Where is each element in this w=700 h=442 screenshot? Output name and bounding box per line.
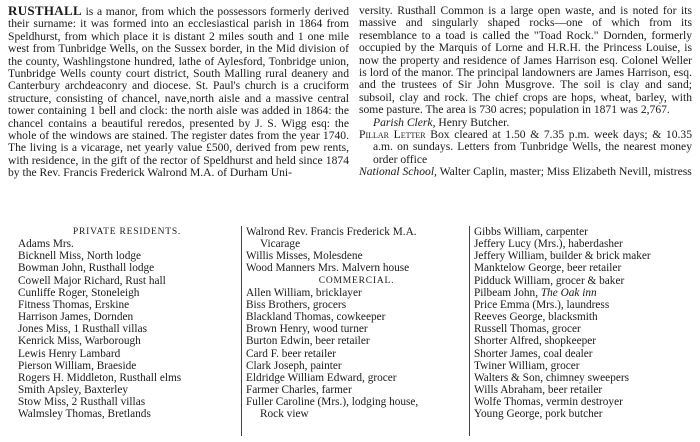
directory-entry <box>8 262 236 274</box>
directory-entry <box>474 408 692 420</box>
school-label: National School, <box>359 165 437 179</box>
description-paragraph <box>8 5 349 180</box>
directory-entry <box>8 335 236 347</box>
directory-entry <box>8 275 236 287</box>
entry-text: Lewis Henry Lambard <box>18 347 121 360</box>
directory-entry <box>246 226 467 238</box>
parish-clerk-value: Henry Butcher. <box>435 115 510 129</box>
entry-text: Jeffery Lucy (Mrs.), haberdasher <box>474 238 623 251</box>
directory-entry <box>8 408 236 420</box>
directory-entry <box>8 372 236 384</box>
entry-text: Walrond Rev. Francis Frederick M.A. <box>246 226 417 238</box>
entry-text: Pilbeam John, <box>474 286 539 299</box>
entry-text: Harrison James, Dornden <box>18 311 134 324</box>
directory-entry <box>8 384 236 396</box>
directory-entry <box>8 323 236 335</box>
directory-entry <box>8 311 236 323</box>
section-heading <box>246 275 467 287</box>
directory-entry <box>246 396 467 408</box>
entry-text: Vicarage <box>260 238 301 251</box>
directory-column-2 <box>241 226 467 436</box>
entry-text: Kenrick Miss, Warborough <box>18 335 141 348</box>
directory-entry <box>474 250 692 262</box>
entry-text: Wolfe Thomas, vermin destroyer <box>474 396 623 409</box>
entry-text: COMMERCIAL. <box>318 275 395 286</box>
directory-entry <box>474 226 692 238</box>
entry-text: Shorter Alfred, shopkeeper <box>474 335 597 348</box>
entry-text: Jones Miss, 1 Rusthall villas <box>18 323 147 336</box>
directory-entry <box>474 384 692 396</box>
entry-text: Cunliffe Roger, Stoneleigh <box>18 286 140 299</box>
directory-entry <box>474 275 692 287</box>
directory-entry <box>474 287 692 299</box>
directory-entry <box>474 262 692 274</box>
entry-text: Card F. beer retailer <box>246 347 337 360</box>
entry-text: Reeves George, blacksmith <box>474 311 598 324</box>
pillar-box-value: Box cleared at 1.50 & 7.35 p.m. week days; & 10.35 a.m. on sundays. Letters from Tunbridge Wells, the nearest money order office <box>373 128 692 166</box>
directory-column-1 <box>8 226 236 421</box>
residents-directory <box>8 226 692 436</box>
entry-text: Eldridge William Edward, grocer <box>246 371 397 384</box>
section-heading <box>8 226 236 238</box>
entry-text: Rock view <box>260 408 309 421</box>
directory-entry <box>246 262 467 274</box>
entry-text: Jeffery William, builder & brick maker <box>474 250 651 263</box>
entry-text: Wills Abraham, beer retailer <box>474 384 603 397</box>
directory-entry <box>246 311 467 323</box>
entry-text: Willis Misses, Molesdene <box>246 250 363 263</box>
directory-entry <box>246 348 467 360</box>
pillar-box-line <box>359 129 692 166</box>
entry-text: Russell Thomas, grocer <box>474 323 581 336</box>
entry-text: Burton Edwin, beer retailer <box>246 335 370 348</box>
parish-clerk-label: Parish Clerk, <box>373 115 436 129</box>
directory-entry <box>8 287 236 299</box>
directory-entry <box>246 360 467 372</box>
entry-text: Pidduck William, grocer & baker <box>474 274 625 287</box>
entry-text: Gibbs William, carpenter <box>474 226 588 238</box>
school-line <box>359 166 692 178</box>
entry-text: Adams Mrs. <box>18 238 74 251</box>
entry-text: Blackland Thomas, cowkeeper <box>246 311 386 324</box>
place-name: RUSTHALL <box>8 3 82 18</box>
entry-text: Wood Manners Mrs. Malvern house <box>246 262 410 275</box>
parish-description <box>8 5 692 215</box>
directory-entry <box>474 348 692 360</box>
directory-entry <box>8 238 236 250</box>
entry-text: Allen William, bricklayer <box>246 286 362 299</box>
entry-text: Bicknell Miss, North lodge <box>18 250 142 263</box>
directory-entry <box>474 238 692 250</box>
description-continued: versity. Rusthall Common is a large open waste, and is noted for its massive and singularly shaped rocks—one of which from its resemblance to a toad is called the "Toad Rock." Dornden, formerly occupied by the Marquis of Lorne and H.R.H. the Princess Louise, is now the property and residence of James Harrison esq. Colonel Weller is lord of the manor. The principal landowners are James Harrison, esq. and the trustees of Sir John Musgrove. The soil is clay and sand; subsoil, clay and rock. The chief crops are hops, wheat, barley, with some pasture. The area is 730 acres; population in 1871 was 2,767. <box>359 4 692 117</box>
directory-entry <box>246 238 467 250</box>
directory-entry <box>474 311 692 323</box>
directory-entry <box>246 323 467 335</box>
directory-entry <box>246 372 467 384</box>
entry-text: Cowell Major Richard, Rust hall <box>18 274 166 287</box>
directory-entry <box>474 360 692 372</box>
entry-text: Manktelow George, beer retailer <box>474 262 622 275</box>
entry-text: Clark Joseph, painter <box>246 359 342 372</box>
directory-entry <box>474 323 692 335</box>
entry-text: Pierson William, Braeside <box>18 359 137 372</box>
directory-entry <box>246 408 467 420</box>
entry-text: Fuller Caroline (Mrs.), lodging house, <box>246 396 419 409</box>
entry-text: Price Emma (Mrs.), laundress <box>474 298 610 311</box>
entry-text: Farmer Charles, farmer <box>246 384 352 397</box>
entry-italic-text: The Oak inn <box>538 286 597 299</box>
entry-text: Smith Apsley, Baxterley <box>18 384 129 397</box>
description-text: is a manor, from which the possessors formerly derived their surname: it was formed into an ecclesiastical parish in 1864 from Speldhurst, from which place it is distant 2 miles south and 1 one mile west from Tunbridge Wells, on the Sussex border, in the Mid division of the county, Washlingstone hundred, lathe of Aylesford, Tonbridge union, Tunbridge Wells county court district, South Malling rural deanery and Canterbury archdeaconry and diocese. St. Paul's church is a cruciform structure, consisting of chancel, nave,north aisle and a massive central tower containing 1 bell and clock: the north aisle was added in 1864: the chancel contains a beautiful reredos, presented by J. S. Wigg esq: the whole of the windows are stained. The register dates from the year 1740. The living is a vicarage, net yearly value £500, derived from pew rents, with residence, in the gift of the rector of Speldhurst and held since 1874 by the Rev. Francis Frederick Walrond M.A. of Durham Uni- <box>8 5 349 180</box>
directory-entry <box>474 299 692 311</box>
directory-entry <box>8 348 236 360</box>
entry-text: Brown Henry, wood turner <box>246 323 368 336</box>
directory-entry <box>8 396 236 408</box>
description-right-column <box>359 5 692 179</box>
entry-text: Rogers H. Middleton, Rusthall elms <box>18 371 182 384</box>
entry-text: Walters & Son, chimney sweepers <box>474 371 630 384</box>
entry-text: Shorter James, coal dealer <box>474 347 593 360</box>
directory-entry <box>246 299 467 311</box>
directory-entry <box>246 335 467 347</box>
directory-entry <box>474 372 692 384</box>
directory-entry <box>246 250 467 262</box>
entry-text: Fitness Thomas, Erskine <box>18 298 130 311</box>
directory-entry <box>474 396 692 408</box>
school-value: Walter Caplin, master; Miss Elizabeth Nevill, mistress <box>436 165 692 179</box>
entry-text: Walmsley Thomas, Bretlands <box>18 408 151 421</box>
entry-text: Stow Miss, 2 Rusthall villas <box>18 396 146 409</box>
entry-text: PRIVATE RESIDENTS. <box>72 227 182 237</box>
directory-entry <box>246 287 467 299</box>
directory-entry <box>246 384 467 396</box>
directory-entry <box>8 299 236 311</box>
directory-column-3 <box>469 226 692 436</box>
entry-text: Bowman John, Rusthall lodge <box>18 262 155 275</box>
directory-entry <box>474 335 692 347</box>
entry-text: Young George, pork butcher <box>474 408 603 421</box>
directory-entry <box>8 360 236 372</box>
directory-entry <box>8 250 236 262</box>
description-left-column <box>8 5 349 180</box>
entry-text: Biss Brothers, grocers <box>246 298 347 311</box>
entry-text: Twiner William, grocer <box>474 359 580 372</box>
pillar-box-label: Pillar Letter <box>359 128 426 142</box>
